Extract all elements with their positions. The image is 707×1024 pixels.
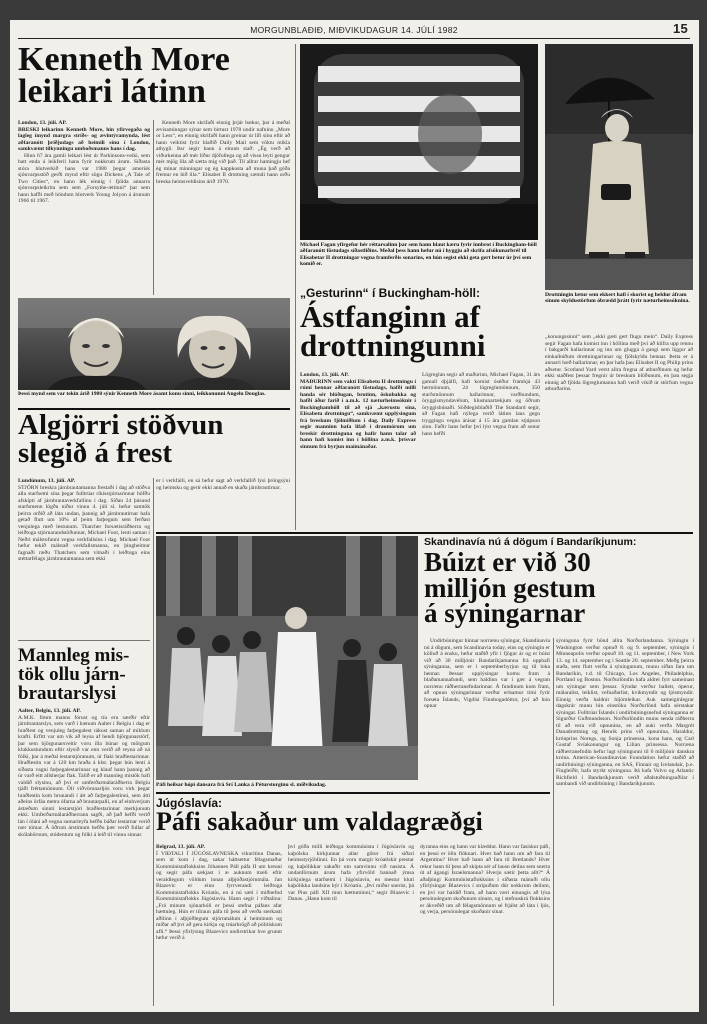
headline-fagan-line2: drottningunni	[300, 328, 486, 364]
fagan-col-2	[422, 372, 540, 530]
headline-fagan-line1: Ástfanginn af	[300, 299, 481, 334]
fagan-col-1	[300, 372, 416, 530]
mannleg-col	[18, 708, 150, 1006]
headline-kenneth-more-line2: leikari látinn	[18, 73, 206, 111]
kenneth-byline: London, 13. júlí. AP.	[18, 120, 67, 126]
kenneth-photo-caption: Þessi mynd sem var tekin árið 1980 sýnir Kenneth More ásamt konu sinni, leikkonunni Angelu Douglas.	[18, 391, 266, 397]
jugoslavia-body-1: Í VIÐTALI Í JÚGÓSLAVNESKA vikuritinu Danas, sem út kom í dag, sakar háttsettur félagsmaður Kommúnistaflokksins Jóhannes Páll páfa II um kreuni og segir páfa sækjast í æ auknum mæli eftir veraldlegum völdum innan alþjóðastjórnmála. Jan Blazevic er einn fyrrverandi leiðtoga Kommúnistaflokks Króatíu, en á nú sæti í miðnefnd Kommúnistaflokks Júgóslavíu. Hann segir í viðtalinu: „Frá minum sjónarhóli er þessi stefna páfans afar hættuleg. Hún er tilraun páfa til þess að verða sterkasti aðilinn í alþjóðlegum stjórnmálum á heiminum og miðar að því að gera kirkju og trúarbrögð að pólitískum afli.“ Þessi yfirlýsing Blazevics undirstrikar hve grunnt hefur verið á	[156, 850, 282, 941]
fagan-body-1: MAÐURINN sem vakti Elísabetu II drottningu í rúmi hennar aðfaranótt föstudags, hafði milli handa sér blóðugan, brotinn, öskubakka og hafði áður farið í a.m.k. 12 næturheimsóknir í Buckinghamhöll til að sjá „kærustu sína, Elísabetu drottningu“, samkvæmt upplýsingum frá breskum fjölmiðlum í dag. Daily Express segir manninn hafa lifað í draumórum um breskir drottninguna og hafir hann talar að hann hafi komist inn í höllina a.m.k. þrisvar sinnum frá byrjun maímánaðar.	[300, 378, 416, 450]
headline-algjorri-line1: Algjörri stöðvun	[18, 409, 224, 441]
article-algjorri	[18, 409, 290, 469]
headline-kenneth-more-line1: Kenneth More	[18, 41, 230, 78]
headline-skandinavia-line3: á sýningarnar	[424, 598, 586, 629]
algjorri-col-1	[18, 478, 150, 634]
queen-photo	[545, 44, 693, 290]
article-mannleg	[18, 646, 150, 703]
column-rule	[153, 478, 154, 1006]
jugoslavia-byline: Belgrad, 13. júlí. AP.	[156, 844, 206, 850]
pope-photo-caption: Páfi heilsar hópi dansara frá Srí Lanka á Péturstorginu sl. miðvikudag.	[156, 782, 327, 788]
queen-photo-image	[545, 44, 693, 290]
jugoslavia-col-1	[156, 844, 282, 1006]
kenneth-lead: BRESKI leikarinn Kenneth More, hin yfirvegaða og lagleg ímynd margra stríðs- og ævintýramynda, lést aðfaranótt þriðjudags að heimili sínu í London, samkvæmt tilkynningu umboðsmanns hans í dag.	[18, 126, 150, 152]
jugoslavia-body-3: dyranna eins og hann var klæddur. Hann var fasískur páfi, en þessi er öllu flóknari. Hver bað hann um að fara til Argentínu? Hver bað hann að fara til Bretlands? Hver rekur hann til þess að skipta sér af lausn deilna sem snerta út af ágangi Ísraelsmanna? Hverju sætir þetta allt?“ Á aðalþingi Kommúnistaflokksins í síðasta mánuði ollu yfirlýsingar Blazevics í strípuðum dúr nokkrum deilum, en því var haldið fram, að hann væri einungis að lýsa persónulegum skoðunum sínum, og í stefnuskrá flokksins er ákveðið um að félagsmönnum sé frjálst að láta í ljós, og verja, persónulegar skoðanir sínar.	[420, 844, 550, 915]
skandinavia-kicker: Skandinavía nú á dögum í Bandaríkjunum:	[424, 536, 637, 548]
headline-algjorri-line2: slegið á frest	[18, 436, 173, 469]
jugoslavia-body-2: því góða milli leiðtoga kommúnista í Júgóslavíu og kaþólsku kirkjunnar allar götur frá síðari heimsstyrjöldinni. En þá voru margir króatískir prestar og kaþólikkar sakaðir um samvinnu við nasista. Á undanförnum árum hafa yfirvöld bannað ýmsa kirkjulega starfsemi í Júgóslavíu, en mestur hluti kaþólikka landsins býr í Króatíu. „Því miður snerist, þá var Pius páfi XII mun hættuminni,“ segir Blazevic í Danas. „Hann kom til	[288, 844, 414, 902]
fagan-body-3: „konungssinni“ sem „ekki gæti gert flugu mein“. Daily Express segir Fagan hafa komist inn í höllina með því að klifra upp rennu í bakgarði hallarinnar og inn um glugga á gangi sem liggur að einkaíbúðum drottningarinnar og fjölskyldu hennar. Þetta er á annarri hæð hallarinnar, en þar hafa þau Elísabet II og Philip prins aðsetur. Scotland Yard verst allra fregna af atburðinum og hefur ekki staðfest þessar fregnir úr breskum blöðunum, en þau segja einnig að fjölda lögreglumanna hafi verið vikið úr störfum vegna atburðarins.	[545, 334, 693, 392]
fagan-body-2: Lögreglan segir að maðurinn, Michael Fagan, 31 árs gamall óþjálfi, hafi komist óséður framhjá 43 hermönnum, 24 lögreglumönnum, 350 starfsmönnum hallarinnar, varðhundum, öryggismyndavélum, hlustunartækjum og öðrum öryggisbúnaði. Söðdegisblaðið The Standard segir, að Fagan hafi nýlega verið látinn laus gegn tryggingu vegna árásar á 15 ára gamlan stjúpson sinn. Faðir hans hefur því lýst vegna fram að sonur hans hefði	[422, 372, 540, 437]
dateline: MORGUNBLAÐIÐ, MIÐVIKUDAGUR 14. JÚLÍ 1982	[250, 25, 458, 35]
queen-photo-caption: Drottningin lætur sem ekkert hafi í skorist og heldur áfram sínum skyldustörfum óbrædd þrátt fyrir næturheimsóknina.	[545, 292, 690, 305]
headline-mannleg-line3: brautarslysi	[18, 683, 117, 704]
column-rule	[295, 44, 296, 530]
pope-photo-image	[156, 536, 418, 780]
newspaper-page	[10, 20, 699, 1012]
kenneth-col-2	[156, 120, 290, 296]
skandinavia-col-2	[556, 638, 694, 1006]
algjorri-body-2: er í verkfalli, en sá hefur sagt að verkfallið lýsi þröngsýni og heimsku og gerir ekki annað en skaða járnbrautirnar.	[156, 478, 290, 491]
article-kenneth-more	[18, 41, 290, 111]
kenneth-body-1: Hinn 67 ára gamli leikari lést úr Parkinsons-veiki, sem batt enda á leikferil hans fyrir nokkrum árum. Síðasta stóra hlutverkið hans var 1980 þegar amerísk sjónvarpsstöð gerði mynd eftir sögu Dickens „A Tale of Two Cities“, en hann lék einnig í fjölda annarra sjónvarpsleikrita sem sem „Forsythe-ættinni“ þar sem hann hafði með höndum hlutverk Young Jolyon á árunum 1966 til 1967.	[18, 152, 150, 204]
headline-jugoslavia: Páfi sakaður um valdagræðgi	[156, 807, 483, 836]
fagan-col-3	[545, 334, 693, 530]
kenneth-more-photo	[18, 298, 290, 390]
headline-mannleg-line2: tök ollu járn-	[18, 664, 126, 685]
kenneth-col-1	[18, 120, 150, 296]
algjorri-col-2	[156, 478, 290, 538]
jugoslavia-kicker: Júgóslavía:	[156, 796, 223, 810]
fagan-photo	[300, 44, 538, 240]
column-rule	[153, 120, 154, 295]
mannleg-byline: Aalter, Belgíu, 13. júlí. AP.	[18, 708, 81, 714]
divider	[156, 792, 550, 794]
skandinavia-body-2: sýninguna fyrir hönd allra Norðurlandanna. Sýningin í Washington verður opnuð 8. og 9. september, sýningin í Minneapolis verður opnuð 10. og 11. september, í New York 13. og 14. september og í Seattle 20. september. Meðg þeirra staða, sem flutt verða á sýningunum, munu síðan fara um Bandaríkin, t.d. til Chicago, Los Angeles, Philadelphia, Portland og Boston. Norðurlöndin hafa aldrei fyrr sameinast um sýningar sem þessar. Sýndar verður ballett, óperur, málaralist, leiklist, vefnaðarlist, kvikmyndir og ljósmyndir. Einnig verða haldnir hljómleikar. Auk sameiginlegrar dagskrár munu hin einstöku Norðurlönd hafa sérstakar sýningar. Fulltrúar Íslands í undirbúningsnefnd sýninganna er Sigurður Guðmundsson. Norðurlöndin munu senda ráðherra til að vera við opnunina, en að auki verða Margrét Danadrottning og Henrik prins við opnunina, Haraldur, krónprins Noregs, og Sonja prinsessa, kona hans, og Carl Gustaf Svíakonungur og Lilian prinsessa. Norræna ráðherranefndin hefur lagt sýningunni til 6 milljónir danskra króna. American-Scandinavian Foundation hefur staðið að undirbúningi sýninganna, en SAS, Finnair og Icelandair, þ.e. Flugleiðir, hafa styrkt sýninguna. Þá hafa Volvo og Atlantic Richfield í Bandaríkjunum verið aðalstuðningsaðilar í sambandi við undirbúning í Bandaríkjunum.	[556, 638, 694, 787]
article-skandinavia	[424, 547, 694, 629]
kenneth-body-2: Kenneth More skrifaði einnig þrjár bækur, þar á meðal ævisaminngar sýnar sem birtust 1978 undir nafninu „More or Less“, en einnig skrifaði hann greinar úr lífi sínu eftir að hann veiktist fyrir blaðið Daily Mail sem vöktu mikla athygli. Þar segir hann á einum stað: „Ég verð að viðurkenna að mér líður djöfullega og að vissu leyti gengur mér mjög illa að sætta mig við það. Til allrar hamingju hef ég minar minningar og ég kappkosta að muna það góða fremur en hið illa.“ Elísabet II drottning sæmdi hann orðu breska heimsveldisins árið 1970.	[156, 120, 290, 185]
mannleg-body: A.M.K. fimm manns fórust og tíu eru særðir eftir járnbrautarslys, sem varð í bænum Aalter í Belgíu í dag er hraðlest og venjuleg farþegalest rákust saman af miklum krafti. Erfitt var um vik að leysa af hendi björgunarstörf, þar sem björgunarsveitir voru illa búnar og mörgum klukkustundum eftir slysið var enn verið að reyna að ná fólki, þar á meðal lestarstjóranum, úr flaki hraðlestarinnar. Hraðlestin var á 120 km hraða á klst. þegar hún lenti á síðasta vagni farþegalestarinnar og klauf hann þannig að úr varð eitt allsherjar flak. Talið er að mannleg mistök hafi valdið slysinu, að því er umferðarmálaráðherra Belgíu tjáði fréttamönnum. Öll viðvörunarljós voru virk þegar hraðlestin kom brunandi í átt að farþegalestinni, sem átti aðeins örfáa metra ófarna að brautarpalli, en af einhverjum ástæðum sinnti lestarstjóri hraðlestarinnar merkjunum ekki. Umferðarmálaráðherrann sagði, að það hefði verið lán í óláni að vegna sumarleyfa hefðu báðar lestarnar verið nær tómar. Á öðrum árstímum hefðu þær verið fullar af skólabörnum, stúdentum og fólki á leið til vinnu sinnar.	[18, 714, 150, 838]
masthead	[18, 22, 690, 39]
skandinavia-body-1: Undirbúningur hinnar norrænu sýningar, Skandinavía nú á dögum, sem Scandinavia today, eins og sýningin er kölluð á ensku, hefur staðið yfir í fjögur ár og er búist við að 30 milljónir Bandaríkjamanna frá upphafi sýninganna, sem er í septemberbyrjun og til loka hennar. Þessar upplýsingar komu fram á blaðamannafundi, sem haldinn var í gær á vegum norrænu ráðherranefndarinnar. Á fundinum kom fram, að opnun sýningarinnar verður erlsamur tími fyrir forseta Íslands, Vigdísi Finnbogadóttur, því að hún opnar	[424, 638, 550, 709]
skandinavia-col-1	[424, 638, 550, 788]
fagan-byline: London, 13. júlí. AP.	[300, 372, 349, 378]
algjorri-byline: Lundúnum, 13. júlí. AP.	[18, 478, 76, 484]
divider	[18, 640, 150, 641]
page-number: 15	[672, 21, 688, 36]
jugoslavia-col-3	[420, 844, 550, 1006]
headline-skandinavia-line1: Búizt er við 30	[424, 547, 591, 577]
headline-mannleg-line1: Mannleg mis-	[18, 645, 130, 666]
column-rule	[553, 638, 554, 1006]
headline-skandinavia-line2: milljón gestum	[424, 572, 596, 603]
kenneth-more-photo-image	[18, 298, 290, 390]
jugoslavia-col-2	[288, 844, 414, 1006]
fagan-photo-caption: Michael Fagan yfirgefur hér réttarsalinn þar sem hann hlaut kæru fyrir innbrot í Buckingham-höll aðfaranótt föstudags síðastliðins. Meðal þess hann hefur nú í hyggju að skrifa afsökunarbréf til Elísabetar II drottningar vegna framferðis sonarins, en hún segist ekki geta gert betur úr því sem komið er.	[300, 242, 537, 268]
fagan-photo-image	[300, 44, 538, 240]
fagan-kicker: „Gesturinn“ í Buckingham-höll:	[300, 286, 481, 300]
pope-photo	[156, 536, 418, 780]
divider	[156, 532, 693, 534]
algjorri-body-1: STJÓRN breskra járnbrautamanna frestaði í dag að stöðva alla starfsemi sína þegar fulltrúar ríkisstjórnarinnar höfðu afskipti af járnbrautaverkfallinu í dag. Síðan 24 þúsund starfsmenn lögðu niður vinnu 4. júlí sl. hefur samtök þeirra orðið að láta undan, þannig að járnbrautirnar hafa getað flutt um 10% af þeim farþegum sem ferðast venjulega með lestunum. Thatcher forsætisráðherra og leiðtoga stjórnarandstöðunnar, Michael Foot, lenti saman í Neðri málstofunni vegna verkfallsins í dag. Michael Foot hefur tekið málstað verkfallsmanna, en þingheimur fagnaði ræðu Thatchers sem vitnaði í leiðtoga eins stéttarfélags járnbrautamanna sem ekki	[18, 484, 150, 562]
article-fagan	[300, 299, 540, 364]
